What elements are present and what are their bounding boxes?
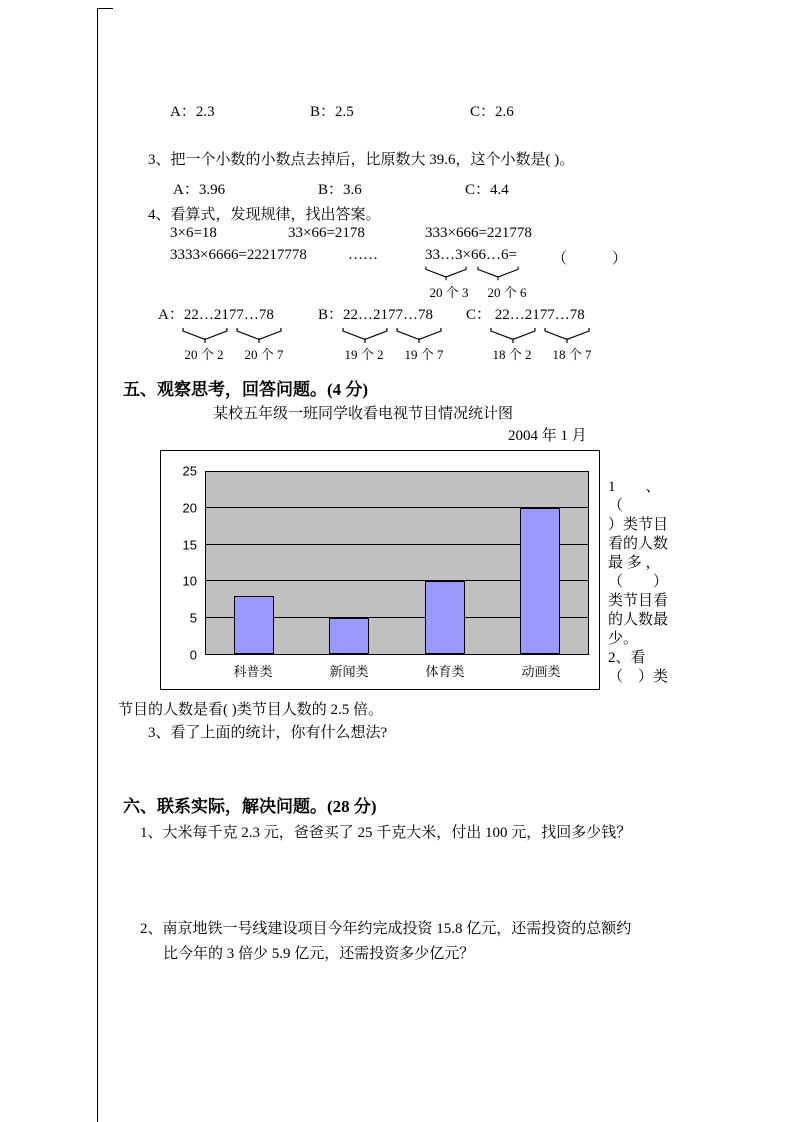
q4-option-b-text: B：22…2177…78	[318, 307, 434, 323]
q4-pattern-expression: 33…3×66…6=	[425, 247, 517, 263]
underbrace-icon	[236, 327, 282, 343]
underbrace-icon	[544, 327, 590, 343]
underbrace-icon	[182, 327, 228, 343]
underbrace-icon	[490, 327, 536, 343]
top-margin-tick	[97, 8, 113, 9]
underbrace-icon	[477, 265, 519, 281]
q2-option-c: C：2.6	[470, 104, 514, 120]
bar-chart	[160, 450, 600, 690]
side-note-line: （ ）	[608, 574, 669, 590]
underbrace-icon	[396, 327, 442, 343]
chart-y-axis	[161, 463, 199, 663]
q2-option-a: A：2.3	[170, 104, 215, 120]
y-axis-tick-label: 25	[182, 463, 197, 479]
q2-option-b: B：2.5	[310, 104, 354, 120]
side-note-line: 少。	[608, 631, 639, 647]
chart-side-note	[608, 478, 692, 687]
bar-体育类	[425, 581, 465, 654]
side-note-line: （	[608, 498, 624, 514]
section6-heading: 六、联系实际，解决问题。(28 分)	[123, 797, 377, 816]
y-axis-tick-label: 0	[189, 647, 197, 663]
x-axis-category-label: 新闻类	[329, 664, 369, 679]
brace-count-label: 20 个 3	[429, 285, 469, 300]
bar-动画类	[520, 508, 560, 654]
q3-option-c: C：4.4	[465, 182, 509, 198]
side-note-line: 2、看	[608, 650, 646, 666]
x-axis-category-label: 动画类	[521, 664, 561, 679]
underbrace-icon	[342, 327, 388, 343]
q4-expression-braces	[425, 263, 531, 301]
side-note-line: ）类节目	[608, 517, 669, 533]
chart-x-axis-labels	[205, 661, 589, 680]
chart-date: 2004 年 1 月	[508, 428, 587, 444]
side-note-line: 看的人数	[608, 536, 669, 552]
bar-新闻类	[329, 618, 369, 654]
bar-slot	[206, 472, 302, 654]
q3-option-a: A：3.96	[173, 182, 226, 198]
brace-count-label: 18 个 2	[492, 347, 532, 362]
q4-option-b	[318, 303, 448, 363]
brace-count-label: 18 个 7	[552, 347, 592, 362]
section6-q2-line2: 比今年的 3 倍少 5.9 亿元，还需投资多少亿元？	[163, 946, 475, 962]
brace-count-label: 20 个 2	[184, 347, 224, 362]
side-note-line: 的人数最	[608, 612, 669, 628]
side-note-line: 最 多 ，	[608, 555, 661, 571]
brace-count-label: 20 个 6	[487, 285, 527, 300]
q4-prompt: 4、看算式，发现规律，找出答案。	[148, 207, 381, 223]
bar-slot	[493, 472, 589, 654]
side-note-line: （ ）类	[608, 669, 669, 685]
side-note-line: 类节目看	[608, 593, 669, 609]
y-axis-tick-label: 5	[189, 610, 197, 626]
q4-answer-blank: （ ）	[552, 251, 628, 267]
underbrace-icon	[425, 265, 467, 281]
q3-text: 3、把一个小数的小数点去掉后，比原数大 39.6，这个小数是( )。	[148, 152, 575, 168]
brace-count-label: 19 个 7	[404, 347, 444, 362]
bar-slot	[302, 472, 398, 654]
q4-option-c	[466, 303, 596, 363]
section5-line2: 节目的人数是看( )类节目人数的 2.5 倍。	[118, 702, 383, 718]
section6-q1: 1、大米每千克 2.3 元，爸爸买了 25 千克大米，付出 100 元，找回多少钱？	[140, 825, 632, 841]
section6-q2-line1: 2、南京地铁一号线建设项目今年约完成投资 15.8 亿元，还需投资的总额约	[140, 921, 632, 937]
bar-科普类	[234, 596, 274, 654]
q4-eq1: 3×6=18	[170, 225, 217, 241]
left-margin-line	[97, 8, 98, 1122]
q3-option-b: B：3.6	[318, 182, 362, 198]
chart-title: 某校五年级一班同学收看电视节目情况统计图	[213, 406, 514, 422]
q4-ellipsis: ……	[348, 247, 378, 263]
q4-option-c-text: C： 22…2177…78	[466, 307, 585, 323]
brace-count-label: 19 个 2	[344, 347, 384, 362]
y-axis-tick-label: 15	[182, 537, 197, 553]
bar-slot	[397, 472, 493, 654]
x-axis-category-label: 体育类	[425, 664, 465, 679]
section5-heading: 五、观察思考，回答问题。(4 分)	[123, 380, 369, 399]
q4-eq4: 3333×6666=22217778	[170, 247, 307, 263]
q4-eq2: 33×66=2178	[288, 225, 365, 241]
q4-option-a	[158, 303, 288, 363]
x-axis-category-label: 科普类	[233, 664, 273, 679]
q4-option-a-text: A：22…2177…78	[158, 307, 274, 323]
y-axis-tick-label: 20	[182, 500, 197, 516]
side-note-line: 1 、	[608, 479, 661, 495]
brace-count-label: 20 个 7	[244, 347, 284, 362]
q4-eq3: 333×666=221778	[425, 225, 532, 241]
chart-plot-area	[205, 471, 589, 655]
y-axis-tick-label: 10	[182, 573, 197, 589]
section5-question3: 3、看了上面的统计，你有什么想法?	[148, 725, 388, 741]
